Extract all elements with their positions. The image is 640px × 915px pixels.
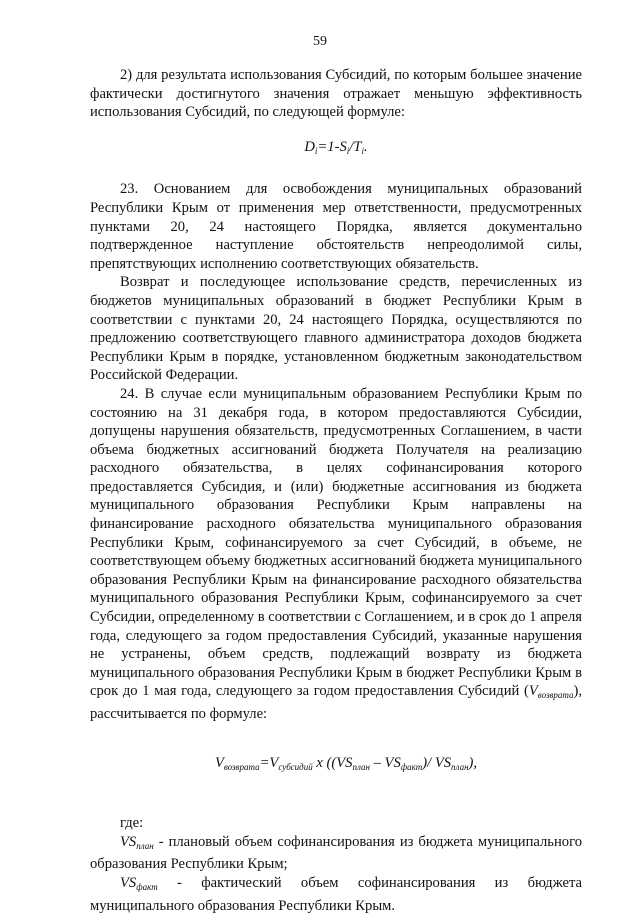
formula-di: $D_i=1-S_i/T_i$.: [304, 138, 368, 156]
definition-vs-plan: $VS_{план}$ - плановый объем софинансирования из бюджета муниципального образования Республики Крым;: [90, 833, 582, 873]
paragraph-24: 24. В случае если муниципальным образованием Республики Крым по состоянию на 31 декабря года, в котором предоставляются Субсидии, допущены нарушения обязательств, предусмотренных Соглашением, в части объема бюджетных ассигнований бюджета Получателя на реализацию расходного обязательства, в целях софинансирования которого предоставляется Субсидия, и (или) бюджетные ассигнования из бюджета муниципального образования Республики Крым направлены на финансирование расходного обязательства муниципального образования Республики Крым, софинансируемого за счет Субсидий, в объеме, не соответствующем объему бюджетных ассигнований бюджета муниципального образования Республики Крым на финансирование расходного обязательства муниципального образования Республики Крым, софинансируемого за счет Субсидии, определенному в соответствии с Соглашением, и в срок до 1 апреля года, следующего за годом предоставления Субсидий, указанные нарушения не устранены, объем средств, подлежащий возврату из бюджета муниципального образования Республики Крым в бюджет Республики Крым в срок до 1 мая года, следующего за годом предоставления Субсидий $(V_{возврата})$, рассчитывается по формуле:: [90, 385, 582, 722]
definition-vs-fact: $VS_{факт}$ - фактический объем софинансирования из бюджета муниципального образования Республики Крым.: [90, 874, 582, 914]
page-number: 59: [313, 34, 327, 49]
document-body: [90, 66, 582, 915]
paragraph-result-use: 2) для результата использования Субсидий, по которым большее значение фактически достигнутого значения отражает меньшую эффективность использования Субсидий, по следующей формуле:: [90, 67, 582, 121]
paragraph-23: 23. Основанием для освобождения муниципальных образований Республики Крым от применения мер ответственности, предусмотренных пунктами 20, 24 настоящего Порядка, является документально подтвержденное наступление обстоятельств непреодолимой силы, препятствующих исполнению соответствующих обязательств.: [90, 181, 582, 272]
formula-v-return: $V_{возврата}=V_{субсидий}$ x ($(VS_{план} - VS_{факт})/$ $VS_{план}$),: [214, 754, 478, 772]
paragraph-return-funds: Возврат и последующее использование средств, перечисленных из бюджетов муниципальных образований в бюджет Республики Крым в соответствии с пунктами 20, 24 настоящего Порядка, осуществляются по предложению соответствующего главного администратора доходов бюджета Республики Крым в порядке, установленном бюджетным законодательством Российской Федерации.: [90, 274, 582, 384]
where-label: где:: [120, 815, 144, 832]
